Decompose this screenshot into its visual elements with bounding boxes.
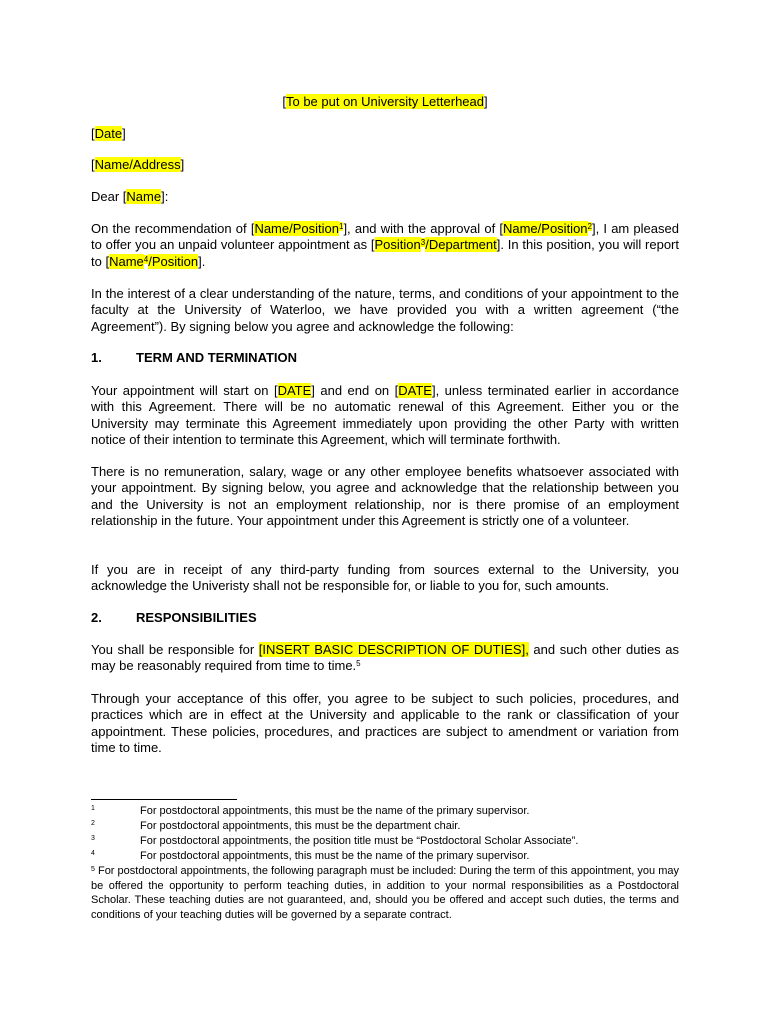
footnote-ref-4: 4 <box>143 254 149 264</box>
footnote-separator <box>91 799 237 800</box>
name-address-highlight: Name/Address <box>94 157 181 172</box>
footnote-ref-3: 3 <box>420 238 426 248</box>
paragraph-policies: Through your acceptance of this offer, you agree to be subject to such policies, procedures, and practices which are in effect at the University and applicable to the rank or classification of your appointment. These policies, procedures, and practices are subject to amendment or variation from time to time. <box>91 691 679 755</box>
date-highlight: Date <box>94 126 123 141</box>
salutation: Dear [Name]: <box>91 189 169 204</box>
paragraph-agreement-intro: In the interest of a clear understanding of the nature, terms, and conditions of your appointment to the faculty at the University of Waterloo, we have provided you with a written agreement (“the Agreement”). By signing below you agree and acknowledge the following: <box>91 286 679 334</box>
footnote-5: $^5$ For postdoctoral appointments, the following paragraph must be included: During the term of this appointment, you may be offered the opportunity to perform teaching duties, in addition to your normal responsibilities as a Postdoctoral Scholar. These teaching duties are not guaranteed, and, should you be offered and accept such duties, the terms and conditions of your teaching duties will be governed by a separate contract. <box>91 865 679 921</box>
date-placeholder: [Date] <box>91 126 126 141</box>
paragraph-term: Your appointment will start on [DATE] and end on [DATE], unless terminated earlier in accordance with this Agreement. There will be no automatic renewal of this Agreement. Either you or the University may terminate this Agreement immediately upon providing the other Party with written notice of their intention to terminate this Agreement, which will terminate forthwith. <box>91 383 679 447</box>
paragraph-remuneration: There is no remuneration, salary, wage or any other employee benefits whatsoever associated with your appointment. By signing below, you agree and acknowledge that the relationship between you and the University is not an employment relationship, nor is there promise of an employment relationship in the future. Your appointment under this Agreement is strictly one of a volunteer. <box>91 464 679 528</box>
footnote-3: 3 For postdoctoral appointments, the position title must be “Postdoctoral Scholar Associate”. <box>91 835 579 847</box>
section-heading-responsibilities: 2. RESPONSIBILITIES <box>91 610 257 625</box>
footnote-ref-5: 5 <box>356 659 361 669</box>
section-heading-term: 1. TERM AND TERMINATION <box>91 350 298 365</box>
footnote-2: 2 For postdoctoral appointments, this must be the department chair. <box>91 820 461 832</box>
paragraph-recommendation: On the recommendation of [Name/Position$^1$], and with the approval of [Name/Position$^2$], I am pleased to offer you an unpaid volunteer appointment as [Position$^3$/Department]. In this position, you will report to [Name$^4$/Position]. <box>91 221 680 269</box>
footnote-1: 1 For postdoctoral appointments, this must be the name of the primary supervisor. <box>91 805 530 817</box>
salutation-name-highlight: Name <box>126 189 162 204</box>
footnote-ref-2: 2 <box>587 222 592 231</box>
letterhead-highlight: To be put on University Letterhead <box>285 94 484 109</box>
paragraph-duties: You shall be responsible for [INSERT BASIC DESCRIPTION OF DUTIES], and such other duties as may be reasonably required from time to time.$^5$ <box>91 642 680 674</box>
footnote-ref-1: 1 <box>338 222 344 231</box>
name-address-placeholder: [Name/Address] <box>91 157 185 172</box>
letterhead-placeholder: [To be put on University Letterhead] <box>282 94 488 109</box>
paragraph-funding: If you are in receipt of any third-party funding from sources external to the University, you acknowledge the Univeristy shall not be responsible for, or liable to you for, such amounts. <box>91 562 679 594</box>
footnote-4: 4 For postdoctoral appointments, this must be the name of the primary supervisor. <box>91 850 530 862</box>
